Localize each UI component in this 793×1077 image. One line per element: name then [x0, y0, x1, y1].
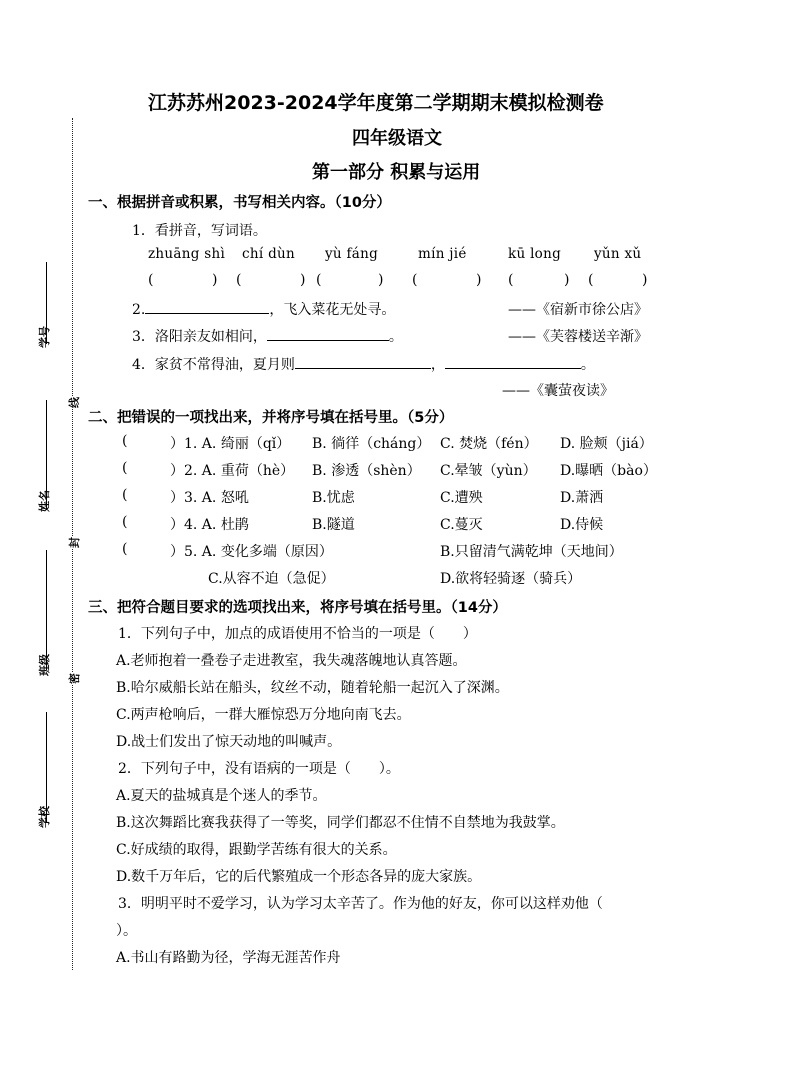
school-label: 学校 [38, 806, 51, 828]
s2-row2-d: D.曝晒（bào） [560, 463, 657, 479]
s3-q2-b: B.这次舞蹈比赛我获得了一等奖，同学们都忍不住情不自禁地为我鼓掌。 [116, 815, 565, 831]
s1-q2-num: 2. [132, 302, 146, 318]
s1-q4-end: 。 [580, 357, 595, 373]
class-blank [46, 550, 47, 670]
s1-q1: 1．看拼音，写词语。 [132, 223, 267, 239]
pinyin-answer-bracket-1-close: ) [212, 272, 218, 288]
pinyin-3: yù fáng [325, 246, 379, 262]
s2-row5-d: D.欲将轻骑逐（骑兵） [440, 571, 582, 587]
s2-row4-a: ）4. A. 杜鹃 [170, 517, 249, 533]
s2-row1-a: ）1. A. 绮丽（qǐ） [170, 436, 291, 452]
s3-q1-d: D.战士们发出了惊天动地的叫喊声。 [116, 734, 342, 750]
part-title: 第一部分 积累与运用 [312, 162, 481, 183]
s2-row4-d: D.侍候 [560, 517, 604, 533]
pinyin-6: yǔn xǔ [594, 246, 642, 262]
s1-q3-text: 3．洛阳亲友如相问， [132, 329, 267, 345]
grade-subject: 四年级语文 [352, 128, 442, 149]
s1-q4-blank-2[interactable] [445, 354, 581, 369]
pinyin-answer-bracket-2[interactable]: ( [236, 272, 242, 288]
pinyin-answer-bracket-2-close: ) [300, 272, 306, 288]
exam-title: 江苏苏州2023-2024学年度第二学期期末模拟检测卷 [148, 92, 604, 114]
s1-q3-source: ——《芙蓉楼送辛渐》 [508, 329, 648, 345]
s1-q3-blank[interactable] [267, 326, 389, 341]
pinyin-1: zhuāng shì [148, 246, 226, 262]
s3-q3-a: A.书山有路勤为径，学海无涯苦作舟 [116, 950, 341, 966]
class-label: 班级 [38, 654, 51, 676]
section1-heading: 一、根据拼音或积累，书写相关内容。（10分） [88, 195, 391, 211]
s1-q2-blank[interactable] [145, 299, 269, 314]
s2-row5-a: ）5. A. 变化多端（原因） [170, 544, 333, 560]
s1-q4-comma: ， [430, 357, 445, 373]
s3-q3-cont: ）。 [116, 923, 137, 939]
s2-row4-bracket[interactable]: ( [122, 514, 128, 530]
section2-heading: 二、把错误的一项找出来，并将序号填在括号里。（5分） [88, 410, 454, 426]
pinyin-answer-bracket-4-close: ) [476, 272, 482, 288]
s1-q2-source: ——《宿新市徐公店》 [508, 302, 648, 318]
section3-heading: 三、把符合题目要求的选项找出来，将序号填在括号里。（14分） [88, 600, 507, 616]
s3-q2: 2．下列句子中，没有语病的一项是（ ）。 [118, 761, 400, 777]
pinyin-2: chí dùn [242, 246, 295, 262]
pinyin-4: mín jié [418, 246, 467, 262]
name-label: 姓名 [38, 490, 51, 512]
s2-row2-bracket[interactable]: ( [122, 460, 128, 476]
s2-row4-c: C.蔓灭 [440, 517, 483, 533]
s3-q1-c: C.两声枪响后，一群大雁惊恐万分地向南飞去。 [116, 707, 411, 723]
s2-row3-d: D.萧洒 [560, 490, 604, 506]
s2-row3-a: ）3. A. 怒吼 [170, 490, 249, 506]
pinyin-answer-bracket-1[interactable]: ( [148, 272, 154, 288]
student-id-label: 学号 [38, 326, 51, 348]
s1-q3 [132, 326, 403, 346]
s1-q2-text: ，飞入菜花无处寻。 [269, 302, 396, 318]
s1-q4-blank-1[interactable] [295, 354, 431, 369]
s2-row5-b: B.只留清气满乾坤（天地间） [440, 544, 623, 560]
s1-q4-text: 4．家贫不常得油，夏月则 [132, 357, 295, 373]
s2-row3-b: B.忧虑 [312, 490, 355, 506]
s2-row1-c: C. 焚烧（fén） [440, 436, 538, 452]
pinyin-answer-bracket-5-close: ) [564, 272, 570, 288]
s3-q2-c: C.好成绩的取得，跟勤学苦练有很大的关系。 [116, 842, 397, 858]
s1-q2 [132, 299, 395, 319]
s3-q2-d: D.数千万年后，它的后代繁殖成一个形态各异的庞大家族。 [116, 869, 482, 885]
s3-q2-a: A.夏天的盐城真是个迷人的季节。 [116, 788, 327, 804]
s2-row1-b: B. 徜徉（cháng） [312, 436, 431, 452]
pinyin-answer-bracket-6-close: ) [642, 272, 648, 288]
s2-row5-c: C.从容不迫（急促） [208, 571, 335, 587]
s2-row1-d: D. 脸颊（jiá） [560, 436, 653, 452]
s2-row2-a: ）2. A. 重荷（hè） [170, 463, 295, 479]
pinyin-answer-bracket-3[interactable]: ( [316, 272, 322, 288]
pinyin-answer-bracket-4[interactable]: ( [412, 272, 418, 288]
pinyin-answer-bracket-6[interactable]: ( [588, 272, 594, 288]
pinyin-5: kū long [508, 246, 562, 262]
s1-q4-source: ——《囊萤夜读》 [502, 383, 614, 399]
cut-mark-secret: 密 [68, 673, 81, 684]
s1-q4 [132, 354, 595, 374]
s2-row3-bracket[interactable]: ( [122, 487, 128, 503]
s3-q3: 3．明明平时不爱学习，认为学习太辛苦了。作为他的好友，你可以这样劝他（ [118, 896, 603, 912]
pinyin-answer-bracket-3-close: ) [378, 272, 384, 288]
s2-row1-bracket[interactable]: ( [122, 433, 128, 449]
s1-q3-end: 。 [388, 329, 403, 345]
cut-mark-line: 线 [68, 397, 81, 408]
cut-mark-seal: 封 [68, 537, 81, 548]
s3-q1-b: B.哈尔威船长站在船头，纹丝不动，随着轮船一起沉入了深渊。 [116, 680, 509, 696]
s2-row2-b: B. 渗透（shèn） [312, 463, 421, 479]
s2-row5-bracket[interactable]: ( [122, 541, 128, 557]
s3-q1: 1．下列句子中，加点的成语使用不恰当的一项是（ ） [118, 626, 477, 642]
s3-q1-a: A.老师抱着一叠卷子走进教室，我失魂落魄地认真答题。 [116, 653, 467, 669]
s2-row2-c: C.晕皱（yùn） [440, 463, 537, 479]
s2-row4-b: B.隧道 [312, 517, 355, 533]
pinyin-answer-bracket-5[interactable]: ( [508, 272, 514, 288]
s2-row3-c: C.遭殃 [440, 490, 483, 506]
